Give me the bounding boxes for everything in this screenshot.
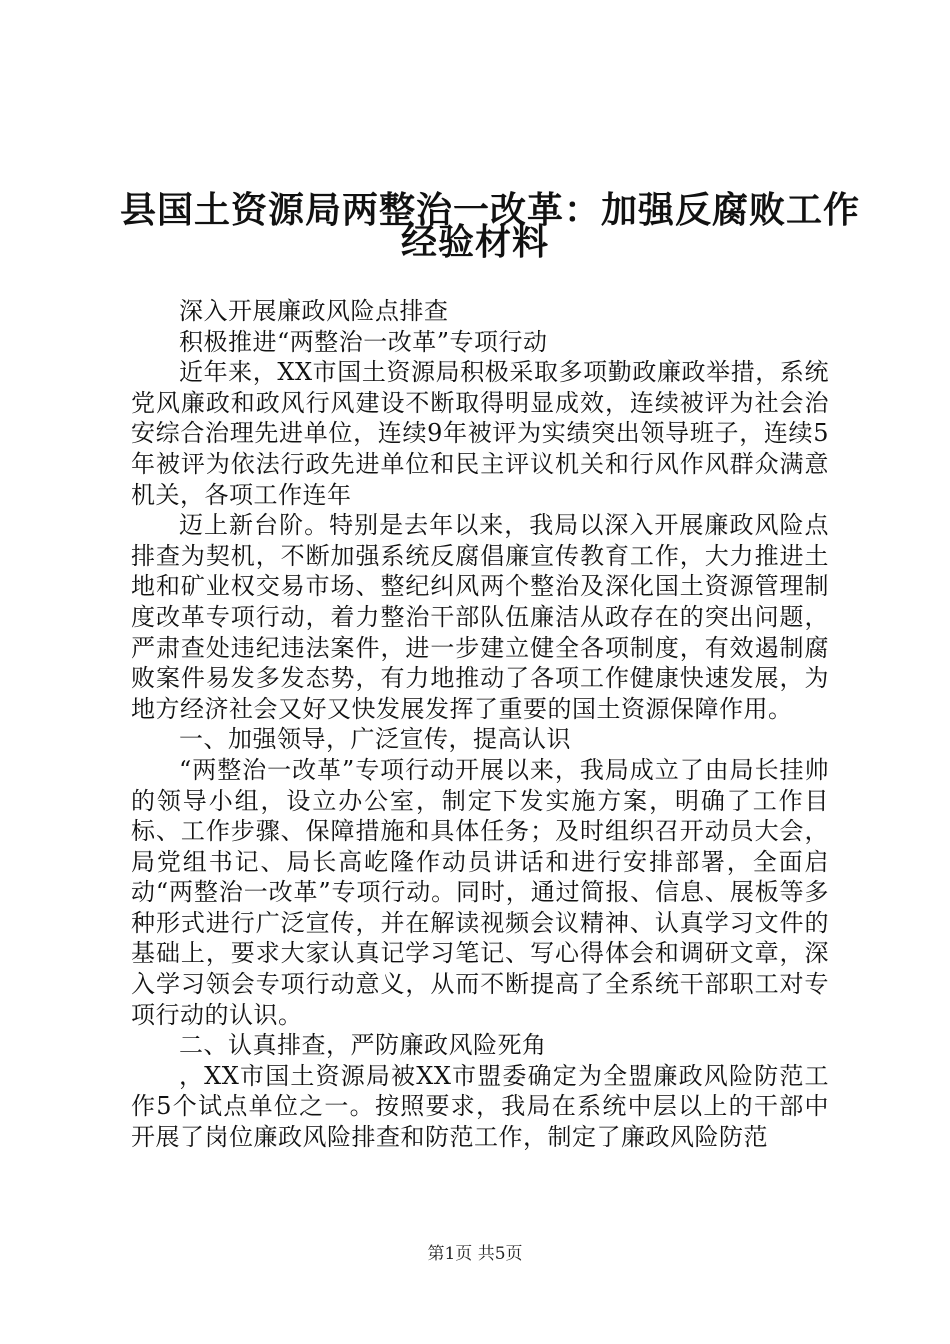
section-heading: 一、加强领导，广泛宣传，提高认识 xyxy=(179,725,571,754)
body-paragraph: 迈上新台阶。特别是去年以来，我局以深入开展廉政风险点排查为契机，不断加强系统反腐倡廉宣传教育工作，大力推进土地和矿业权交易市场、整纪纠风两个整治及深化国土资源管理制度改革专项行动，着力整治干部队伍廉洁从政存在的突出问题，严肃查处违纪违法案件，进一步建立健全各项制度，有效遏制腐败案件易发多发态势，有力地推动了各项工作健康快速发展，为地方经济社会又好又快发展发挥了重要的国土资源保障作用。 xyxy=(131,511,829,723)
body-paragraph: ，XX市国土资源局被XX市盟委确定为全盟廉政风险防范工作5个试点单位之一。按照要求，我局在系统中层以上的干部中开展了岗位廉政风险排查和防范工作，制定了廉政风险防范 xyxy=(131,1061,829,1152)
document-title-line-2: 经验材料 xyxy=(400,221,549,263)
body-paragraph: 近年来，XX市国土资源局积极采取多项勤政廉政举措，系统党风廉政和政风行风建设不断取得明显成效，连续被评为社会治安综合治理先进单位，连续9年被评为实绩突出领导班子，连续5年被评为依法行政先进单位和民主评议机关和行风作风群众满意机关，各项工作连年 xyxy=(131,358,829,509)
section-heading: 二、认真排查，严防廉政风险死角 xyxy=(179,1031,547,1060)
page-footer: 第1页 共5页 xyxy=(427,1244,523,1264)
document-title-line-1: 县国土资源局两整治一改革：加强反腐败工作 xyxy=(120,189,861,231)
subheading: 深入开展廉政风险点排查 xyxy=(179,297,449,325)
body-paragraph: “两整治一改革”专项行动开展以来，我局成立了由局长挂帅的领导小组，设立办公室，制定下发实施方案，明确了工作目标、工作步骤、保障措施和具体任务；及时组织召开动员大会，局党组书记、局长高屹隆作动员讲话和进行安排部署，全面启动“两整治一改革”专项行动。同时，通过简报、信息、展板等多种形式进行广泛宣传，并在解读视频会议精神、认真学习文件的基础上，要求大家认真记学习笔记、写心得体会和调研文章，深入学习领会专项行动意义，从而不断提高了全系统干部职工对专项行动的认识。 xyxy=(131,755,829,1029)
subheading: 积极推进“两整治一改革”专项行动 xyxy=(179,327,548,356)
document-body xyxy=(131,296,829,1153)
